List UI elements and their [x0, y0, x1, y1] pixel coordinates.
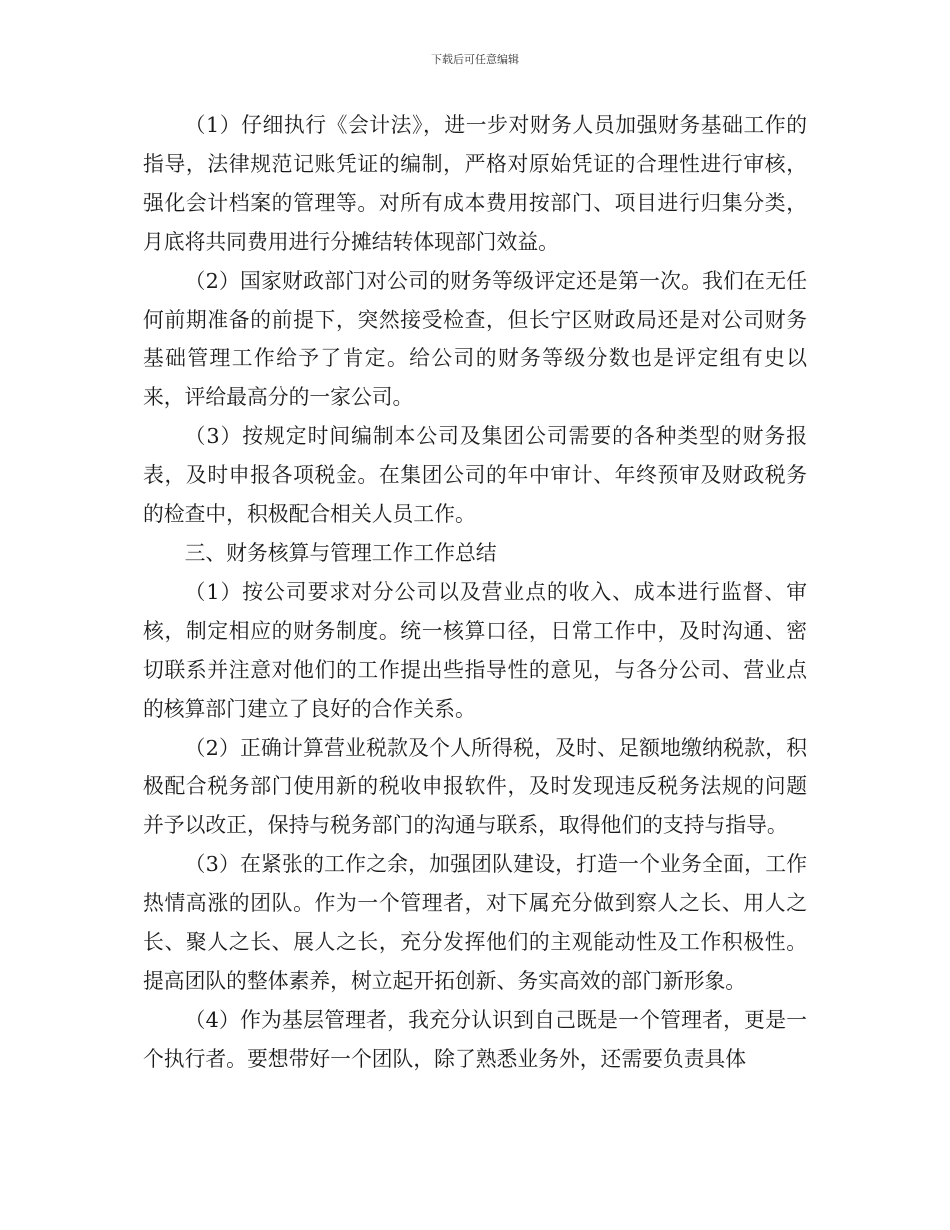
section-heading: 三、财务核算与管理工作工作总结 — [184, 540, 497, 565]
paragraph-4: （1）按公司要求对分公司以及营业点的收入、成本进行监督、审核，制定相应的财务制度。统一核算口径，日常工作中，及时沟通、密切联系并注意对他们的工作提出些指导性的意见，与各分公司、营业点的核算部门建立了良好的合作关系。 — [143, 579, 807, 721]
paragraph-3: （3）按规定时间编制本公司及集团公司需要的各种类型的财务报表，及时申报各项税金。在集团公司的年中审计、年终预审及财政税务的检查中，积极配合相关人员工作。 — [143, 424, 807, 527]
document-body — [143, 106, 807, 1079]
paragraph-2: （2）国家财政部门对公司的财务等级评定还是第一次。我们在无任何前期准备的前提下，突然接受检查，但长宁区财政局还是对公司财务基础管理工作给予了肯定。给公司的财务等级分数也是评定组有史以来，评给最高分的一家公司。 — [143, 268, 807, 410]
paragraph-6: （3）在紧张的工作之余，加强团队建设，打造一个业务全面，工作热情高涨的团队。作为一个管理者，对下属充分做到察人之长、用人之长、聚人之长、展人之长，充分发挥他们的主观能动性及工作积极性。提高团队的整体素养，树立起开拓创新、务实高效的部门新形象。 — [143, 852, 807, 993]
paragraph-7: （4）作为基层管理者，我充分认识到自己既是一个管理者，更是一个执行者。要想带好一个团队，除了熟悉业务外，还需要负责具体 — [143, 1007, 807, 1071]
paragraph-5: （2）正确计算营业税款及个人所得税，及时、足额地缴纳税款，积极配合税务部门使用新的税收申报软件，及时发现违反税务法规的问题并予以改正，保持与税务部门的沟通与联系，取得他们的支持与指导。 — [143, 735, 807, 838]
page-header-note: 下载后可任意编辑 — [431, 53, 519, 66]
paragraph-1: （1）仔细执行《会计法》，进一步对财务人员加强财务基础工作的指导，法律规范记账凭证的编制，严格对原始凭证的合理性进行审核，强化会计档案的管理等。对所有成本费用按部门、项目进行归集分类，月底将共同费用进行分摊结转体现部门效益。 — [143, 113, 807, 254]
